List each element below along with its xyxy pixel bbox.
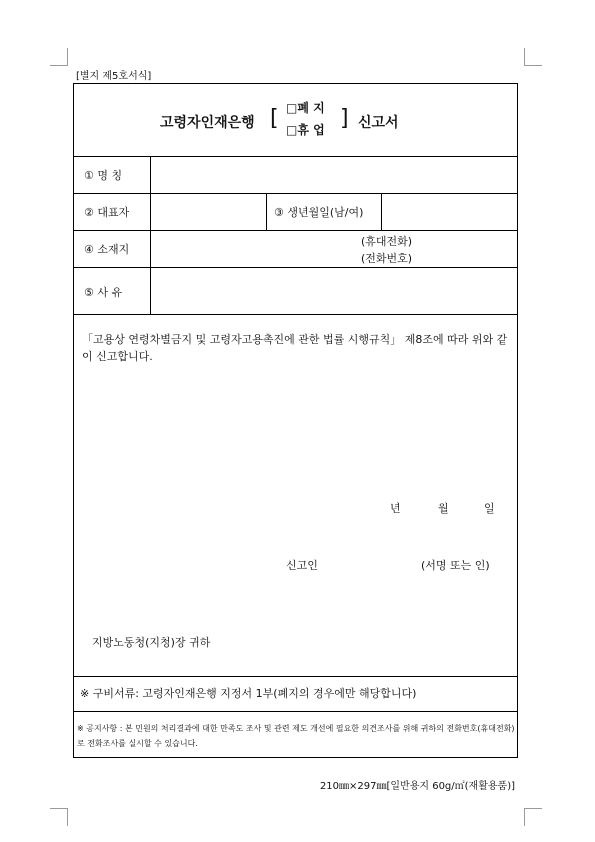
bracket-close: ] <box>340 106 349 131</box>
form-frame <box>73 83 518 758</box>
form-number: [별지 제5호서식] <box>76 71 152 82</box>
reason-field[interactable] <box>154 270 514 312</box>
crop-mark-bottom-left <box>50 808 68 826</box>
divider-row-2 <box>74 230 517 231</box>
birthdate-field[interactable] <box>386 196 514 228</box>
birthdate-label: ③ 생년월일(남/여) <box>274 206 364 219</box>
address-label: ④ 소재지 <box>84 243 130 256</box>
phone-label: (전화번호) <box>361 252 413 265</box>
form-title: 고령자인재은행 <box>160 115 255 131</box>
form-title-suffix: 신고서 <box>358 115 399 131</box>
divider-attachments <box>74 711 517 712</box>
divider-title <box>74 156 517 157</box>
name-field[interactable] <box>154 159 514 191</box>
signature-label: (서명 또는 인) <box>421 559 490 572</box>
bracket-open: [ <box>270 106 279 131</box>
birth-value-divider <box>381 193 382 230</box>
divider-row-3 <box>74 267 517 268</box>
reason-label: ⑤ 사 유 <box>84 286 123 299</box>
applicant-label: 신고인 <box>286 559 318 572</box>
crop-mark-top-right <box>524 48 542 66</box>
checkbox-suspension[interactable]: □휴 업 <box>286 123 325 137</box>
representative-field[interactable] <box>154 196 262 228</box>
notice-text: ※ 공지사항 : 본 민원의 처리결과에 대한 만족도 조사 및 관련 제도 개선에 필요한 의견조사를 위해 귀하의 전화번호(휴대전화)로 전화조사를 실시할 수 있습니다. <box>77 724 515 748</box>
rep-value-divider <box>266 193 267 230</box>
attachments-text: ※ 구비서류: 고령자인재은행 지정서 1부(폐지의 경우에만 해당합니다) <box>80 687 417 700</box>
crop-mark-top-left <box>50 48 68 66</box>
divider-row-1 <box>74 193 517 194</box>
date-day-label: 일 <box>484 502 495 515</box>
representative-label: ② 대표자 <box>84 206 130 219</box>
mobile-label: (휴대전화) <box>361 235 413 248</box>
declaration-text: 「고용상 연령차별금지 및 고령자고용촉진에 관한 법률 시행규칙」 제8조에 따라 위와 같이 신고합니다. <box>82 333 508 363</box>
crop-mark-bottom-right <box>524 808 542 826</box>
divider-body <box>74 676 517 677</box>
paper-spec: 210㎜×297㎜[일반용지 60g/㎡(재활용품)] <box>319 781 515 792</box>
checkbox-closure[interactable]: □폐 지 <box>286 101 325 115</box>
divider-row-4 <box>74 314 517 315</box>
date-month-label: 월 <box>438 502 449 515</box>
date-year-label: 년 <box>390 502 401 515</box>
recipient-text: 지방노동청(지청)장 귀하 <box>92 636 211 649</box>
name-label: ① 명 칭 <box>84 169 123 182</box>
address-field[interactable] <box>154 233 354 265</box>
label-column-divider <box>150 156 151 314</box>
